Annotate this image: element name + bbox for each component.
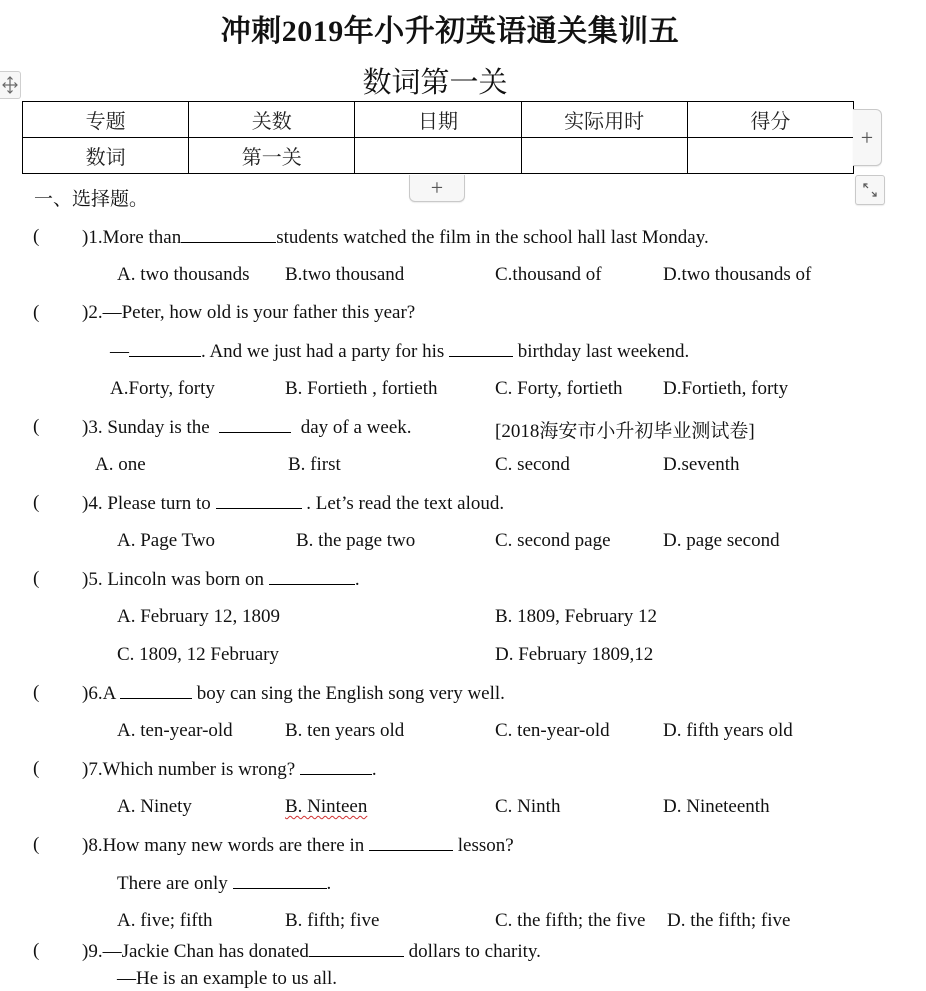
answer-paren[interactable]: ( xyxy=(33,940,40,961)
info-table-value-row xyxy=(23,138,854,174)
option-b: B. ten years old xyxy=(285,720,405,741)
value-cell-level[interactable]: 第一关 xyxy=(189,138,355,174)
value-cell-time-used[interactable] xyxy=(521,138,687,174)
option-a: A.Forty, forty xyxy=(110,378,215,399)
answer-paren[interactable]: ( xyxy=(33,834,40,855)
question-source: [2018海安市小升初毕业测试卷] xyxy=(495,421,755,442)
answer-paren[interactable]: ( xyxy=(33,226,40,247)
option-d: D.seventh xyxy=(663,454,740,475)
answer-blank[interactable] xyxy=(120,682,192,699)
header-cell-date[interactable]: 日期 xyxy=(355,102,521,138)
option-b: B. Fortieth , fortieth xyxy=(285,378,438,399)
option-a: A. ten-year-old xyxy=(117,720,233,741)
option-b: B. Ninteen xyxy=(285,796,368,817)
info-table-header-row xyxy=(23,102,854,138)
option-d: D. Nineteenth xyxy=(663,796,770,817)
option-b: B.two thousand xyxy=(285,264,405,285)
table-move-handle[interactable] xyxy=(0,71,21,99)
header-cell-level[interactable]: 关数 xyxy=(189,102,355,138)
value-cell-topic[interactable]: 数词 xyxy=(23,138,189,174)
question-stem: )5. Lincoln was born on . xyxy=(82,569,360,590)
answer-blank[interactable] xyxy=(300,758,372,775)
question-stem: )4. Please turn to . Let’s read the text aloud. xyxy=(82,493,505,514)
answer-blank[interactable] xyxy=(449,340,513,357)
answer-blank[interactable] xyxy=(309,940,404,957)
question-stem: )1.More than students watched the film in the school hall last Monday. xyxy=(82,227,709,248)
answer-blank[interactable] xyxy=(216,492,302,509)
option-d: D. fifth years old xyxy=(663,720,793,741)
answer-paren[interactable]: ( xyxy=(33,302,40,323)
option-d: D. February 1809,12 xyxy=(495,644,654,665)
add-column-button[interactable] xyxy=(853,109,882,166)
option-b: B. fifth; five xyxy=(285,910,380,931)
option-a: A. five; fifth xyxy=(117,910,213,931)
option-d: D. page second xyxy=(663,530,780,551)
question-stem: )7.Which number is wrong? . xyxy=(82,759,377,780)
value-cell-score[interactable] xyxy=(687,138,853,174)
table-resize-button[interactable] xyxy=(855,175,885,205)
option-c: C. second xyxy=(495,454,570,475)
header-cell-time-used[interactable]: 实际用时 xyxy=(521,102,687,138)
option-c: C. ten-year-old xyxy=(495,720,610,741)
question-stem: )2.—Peter, how old is your father this year? xyxy=(82,302,416,323)
plus-icon: + xyxy=(860,124,874,150)
option-c: C. Forty, fortieth xyxy=(495,378,623,399)
option-c: C. second page xyxy=(495,530,611,551)
option-c: C.thousand of xyxy=(495,264,602,285)
option-a: A. Page Two xyxy=(117,530,216,551)
move-arrows-icon xyxy=(2,75,18,95)
add-row-button[interactable] xyxy=(409,175,465,202)
answer-paren[interactable]: ( xyxy=(33,682,40,703)
answer-blank[interactable] xyxy=(181,226,276,243)
answer-blank[interactable] xyxy=(369,834,453,851)
document-title: 冲刺2019年小升初英语通关集训五 xyxy=(220,15,680,48)
option-b: B. first xyxy=(288,454,341,475)
value-cell-date[interactable] xyxy=(355,138,521,174)
option-c: C. the fifth; the five xyxy=(495,910,646,931)
resize-diagonal-icon xyxy=(861,181,879,199)
answer-paren[interactable]: ( xyxy=(33,492,40,513)
question-stem: )9.—Jackie Chan has donated dollars to charity. xyxy=(82,941,541,962)
info-table xyxy=(22,101,854,174)
option-a: A. Ninety xyxy=(117,796,192,817)
section-heading: 一、选择题。 xyxy=(34,188,149,210)
question-line-2: —He is an example to us all. xyxy=(117,968,338,989)
answer-blank[interactable] xyxy=(233,872,327,889)
header-cell-topic[interactable]: 专题 xyxy=(23,102,189,138)
question-stem: )3. Sunday is the day of a week. xyxy=(82,417,412,438)
option-b: B. the page two xyxy=(296,530,416,551)
option-a: A. two thousands xyxy=(117,264,250,285)
option-a: A. February 12, 1809 xyxy=(117,606,281,627)
option-d: D.Fortieth, forty xyxy=(663,378,789,399)
question-line-2: — . And we just had a party for his birthday last weekend. xyxy=(110,341,690,362)
answer-paren[interactable]: ( xyxy=(33,416,40,437)
option-b: B. 1809, February 12 xyxy=(495,606,658,627)
question-stem: )6.A boy can sing the English song very well. xyxy=(82,683,505,704)
answer-blank[interactable] xyxy=(269,568,355,585)
question-stem: )8.How many new words are there in lesson? xyxy=(82,835,514,856)
option-d: D.two thousands of xyxy=(663,264,812,285)
option-c: C. Ninth xyxy=(495,796,561,817)
document-subtitle: 数词第一关 xyxy=(362,67,508,99)
option-c: C. 1809, 12 February xyxy=(117,644,280,665)
answer-paren[interactable]: ( xyxy=(33,758,40,779)
answer-blank[interactable] xyxy=(219,416,291,433)
option-d: D. the fifth; five xyxy=(667,910,791,931)
header-cell-score[interactable]: 得分 xyxy=(687,102,853,138)
question-line-2: There are only . xyxy=(117,873,332,894)
option-a: A. one xyxy=(95,454,146,475)
plus-icon: + xyxy=(430,175,444,200)
answer-paren[interactable]: ( xyxy=(33,568,40,589)
answer-blank[interactable] xyxy=(129,340,201,357)
